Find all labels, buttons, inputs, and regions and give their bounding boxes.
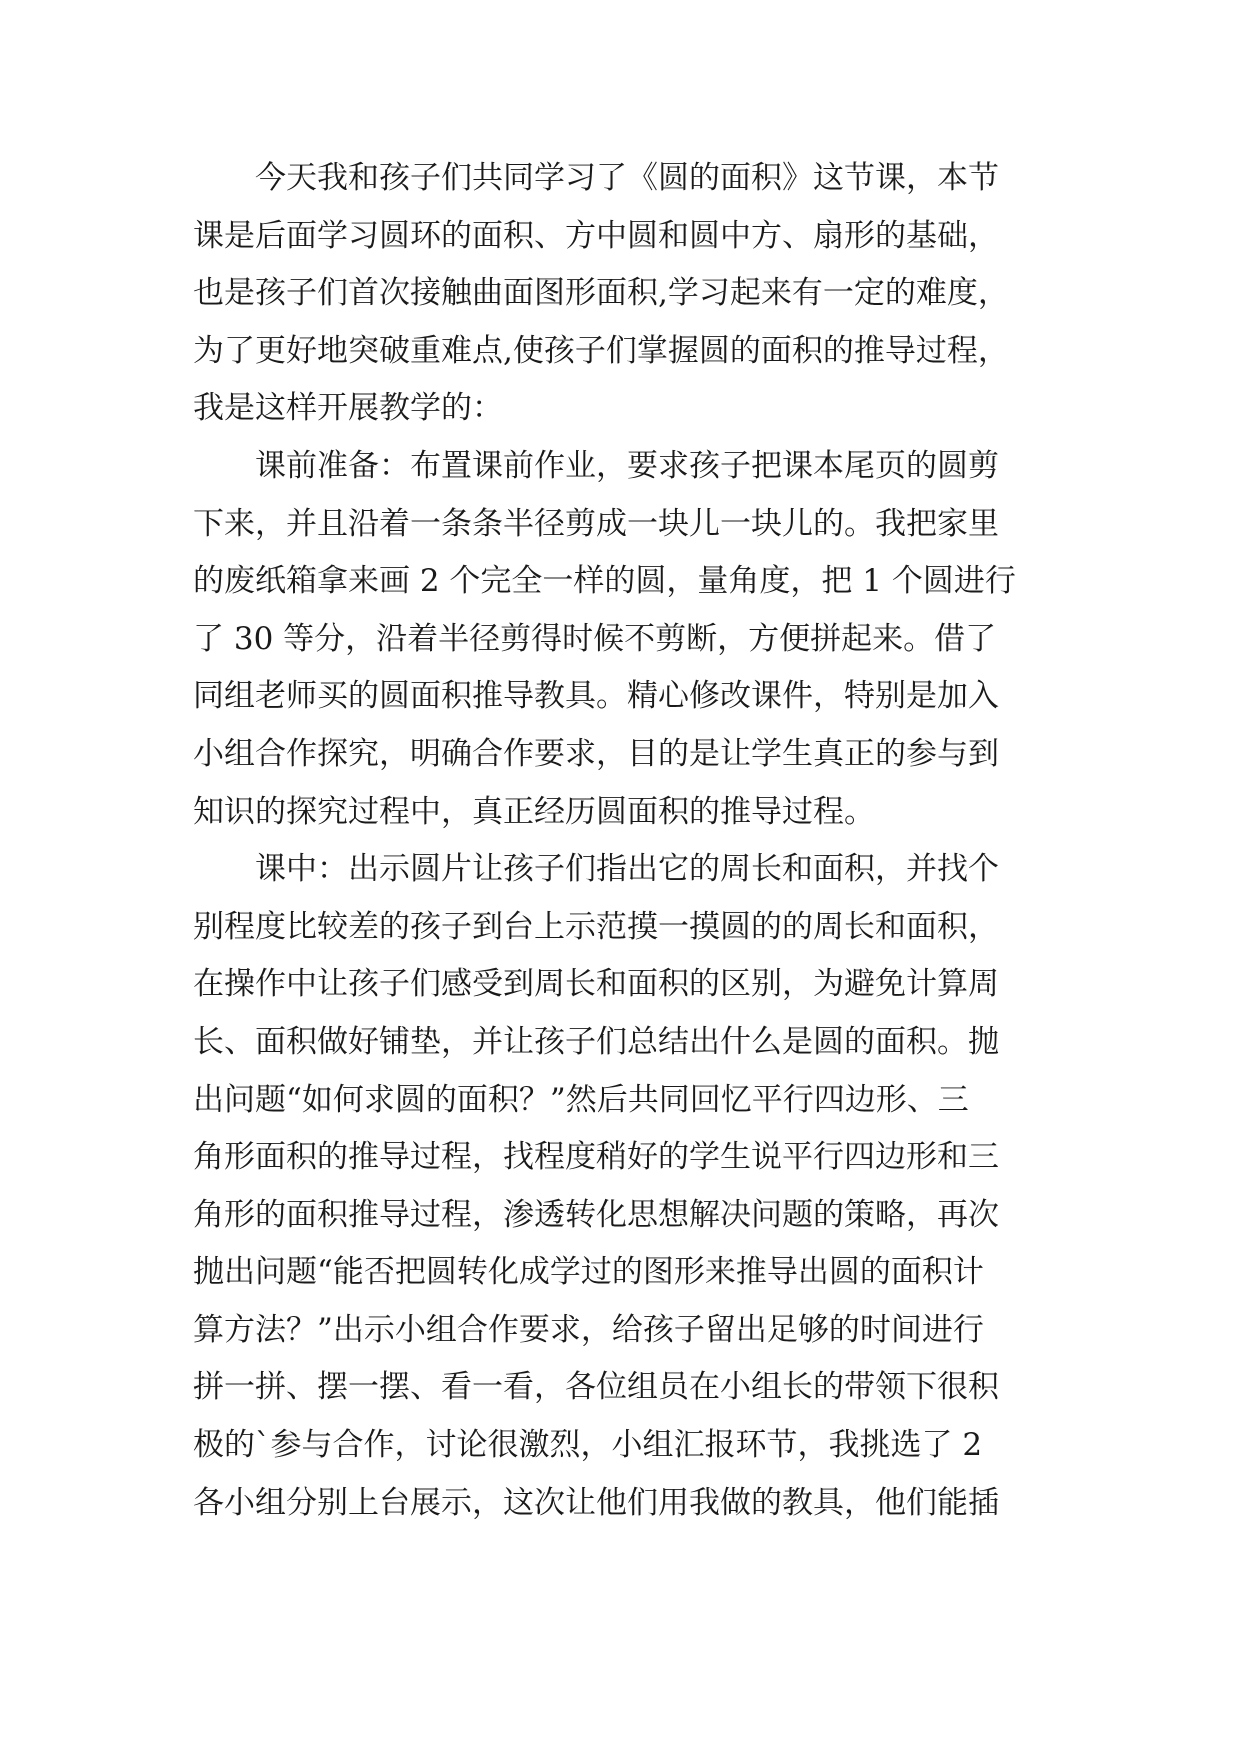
text-line: 拼一拼、摆一摆、看一看，各位组员在小组长的带领下很积 [193, 1369, 999, 1406]
text-line: 小组合作探究，明确合作要求，目的是让学生真正的参与到 [193, 735, 999, 772]
document-body [193, 150, 1053, 1532]
text-line: 角形的面积推导过程，渗透转化思想解决问题的策略，再次 [193, 1196, 999, 1233]
text-line: 在操作中让孩子们感受到周长和面积的区别，为避免计算周 [193, 966, 999, 1003]
text-line: 为了更好地突破重难点,使孩子们掌握圆的面积的推导过程， [193, 332, 1009, 369]
text-line: 同组老师买的圆面积推导教具。精心修改课件，特别是加入 [193, 678, 999, 715]
text-line: 课中：出示圆片让孩子们指出它的周长和面积，并找个 [193, 851, 999, 888]
text-line: 别程度比较差的孩子到台上示范摸一摸圆的的周长和面积， [193, 908, 999, 945]
text-line: 出问题“如何求圆的面积？”然后共同回忆平行四边形、三 [193, 1081, 969, 1118]
text-line: 抛出问题“能否把圆转化成学过的图形来推导出圆的面积计 [193, 1254, 984, 1291]
text-line: 课是后面学习圆环的面积、方中圆和圆中方、扇形的基础， [193, 217, 999, 254]
text-line: 极的`参与合作，讨论很激烈，小组汇报环节，我挑选了 2 [193, 1427, 983, 1464]
text-line: 的废纸箱拿来画 2 个完全一样的圆，量角度，把 1 个圆进行 [193, 563, 1016, 600]
text-line: 我是这样开展教学的： [193, 390, 503, 427]
text-line: 角形面积的推导过程，找程度稍好的学生说平行四边形和三 [193, 1139, 999, 1176]
text-line: 下来，并且沿着一条条半径剪成一块儿一块儿的。我把家里 [193, 505, 999, 542]
text-line: 知识的探究过程中，真正经历圆面积的推导过程。 [193, 793, 875, 830]
text-line: 了 30 等分，沿着半径剪得时候不剪断，方便拼起来。借了 [193, 620, 997, 657]
text-line: 课前准备：布置课前作业，要求孩子把课本尾页的圆剪 [193, 447, 999, 484]
text-line: 长、面积做好铺垫，并让孩子们总结出什么是圆的面积。抛 [193, 1023, 999, 1060]
text-line: 各小组分别上台展示，这次让他们用我做的教具，他们能插 [193, 1484, 999, 1521]
text-line: 也是孩子们首次接触曲面图形面积,学习起来有一定的难度， [193, 275, 1009, 312]
text-line: 算方法？”出示小组合作要求，给孩子留出足够的时间进行 [193, 1311, 984, 1348]
text-line: 今天我和孩子们共同学习了《圆的面积》这节课，本节 [193, 160, 999, 196]
